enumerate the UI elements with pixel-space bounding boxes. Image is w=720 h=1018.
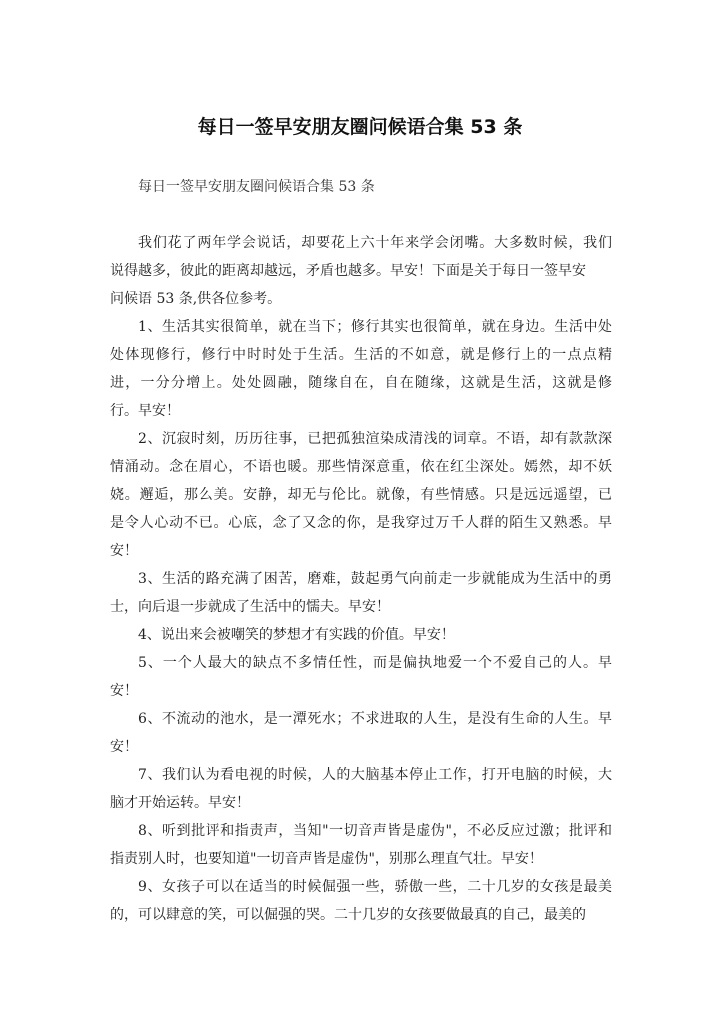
paragraph-line: 说得越多，彼此的距离却越远，矛盾也越多。早安！下面是关于每日一签早安 bbox=[110, 263, 586, 279]
paragraph-line: 娆。邂逅，那么美。安静，却无与伦比。就像，有些情感。只是远远遥望，已 bbox=[110, 487, 612, 503]
paragraph bbox=[110, 761, 612, 817]
paragraph bbox=[110, 873, 612, 929]
paragraph-line: 9、女孩子可以在适当的时候倔强一些，骄傲一些，二十几岁的女孩是最美 bbox=[138, 879, 612, 895]
paragraph-line: 安！ bbox=[110, 543, 138, 559]
paragraph-line: 7、我们认为看电视的时候，人的大脑基本停止工作，打开电脑的时候，大 bbox=[138, 767, 612, 783]
paragraph-line: 5、一个人最大的缺点不多情任性，而是偏执地爱一个不爱自己的人。早 bbox=[138, 655, 612, 671]
paragraph-line: 问候语 53 条,供各位参考。 bbox=[110, 291, 282, 307]
document-subtitle: 每日一签早安朋友圈问候语合集 53 条 bbox=[138, 179, 375, 195]
paragraph-line: 8、听到批评和指责声，当知"一切音声皆是虚伪"，不必反应过激；批评和 bbox=[138, 823, 612, 839]
paragraph-line: 安！ bbox=[110, 683, 138, 699]
paragraph-line: 脑才开始运转。早安！ bbox=[110, 795, 250, 811]
document-body bbox=[110, 229, 612, 929]
paragraph-line: 的，可以肆意的笑，可以倔强的哭。二十几岁的女孩要做最真的自己，最美的 bbox=[110, 907, 586, 923]
paragraph bbox=[110, 705, 612, 761]
paragraph-line: 情涌动。念在眉心，不语也暖。那些情深意重，依在红尘深处。嫣然，却不妖 bbox=[110, 459, 612, 475]
paragraph bbox=[110, 621, 612, 649]
paragraph-line: 安！ bbox=[110, 739, 138, 755]
paragraph-line: 我们花了两年学会说话，却要花上六十年来学会闭嘴。大多数时候，我们 bbox=[138, 235, 612, 251]
paragraph bbox=[110, 229, 612, 313]
paragraph bbox=[110, 649, 612, 705]
paragraph bbox=[110, 313, 612, 425]
paragraph bbox=[110, 565, 612, 621]
document-title: 每日一签早安朋友圈问候语合集 53 条 bbox=[197, 116, 523, 138]
paragraph-line: 行。早安！ bbox=[110, 403, 180, 419]
paragraph-line: 6、不流动的池水，是一潭死水；不求进取的人生，是没有生命的人生。早 bbox=[138, 711, 612, 727]
paragraph-line: 1、生活其实很简单，就在当下；修行其实也很简单，就在身边。生活中处 bbox=[138, 319, 612, 335]
paragraph-line: 4、说出来会被嘲笑的梦想才有实践的价值。早安！ bbox=[138, 627, 455, 643]
paragraph-line: 2、沉寂时刻，历历往事，已把孤独渲染成清浅的词章。不语，却有款款深 bbox=[138, 431, 612, 447]
paragraph-line: 是令人心动不已。心底，念了又念的你，是我穿过万千人群的陌生又熟悉。早 bbox=[110, 515, 612, 531]
paragraph-line: 3、生活的路充满了困苦，磨难，鼓起勇气向前走一步就能成为生活中的勇 bbox=[138, 571, 612, 587]
paragraph-line: 处体现修行，修行中时时处于生活。生活的不如意，就是修行上的一点点精 bbox=[110, 347, 612, 363]
paragraph-line: 士，向后退一步就成了生活中的懦夫。早安！ bbox=[110, 599, 390, 615]
paragraph-line: 进，一分分增上。处处圆融，随缘自在，自在随缘，这就是生活，这就是修 bbox=[110, 375, 612, 391]
paragraph bbox=[110, 425, 612, 565]
paragraph bbox=[110, 817, 612, 873]
paragraph-line: 指责别人时，也要知道"一切音声皆是虚伪"，别那么理直气壮。早安！ bbox=[110, 851, 543, 867]
